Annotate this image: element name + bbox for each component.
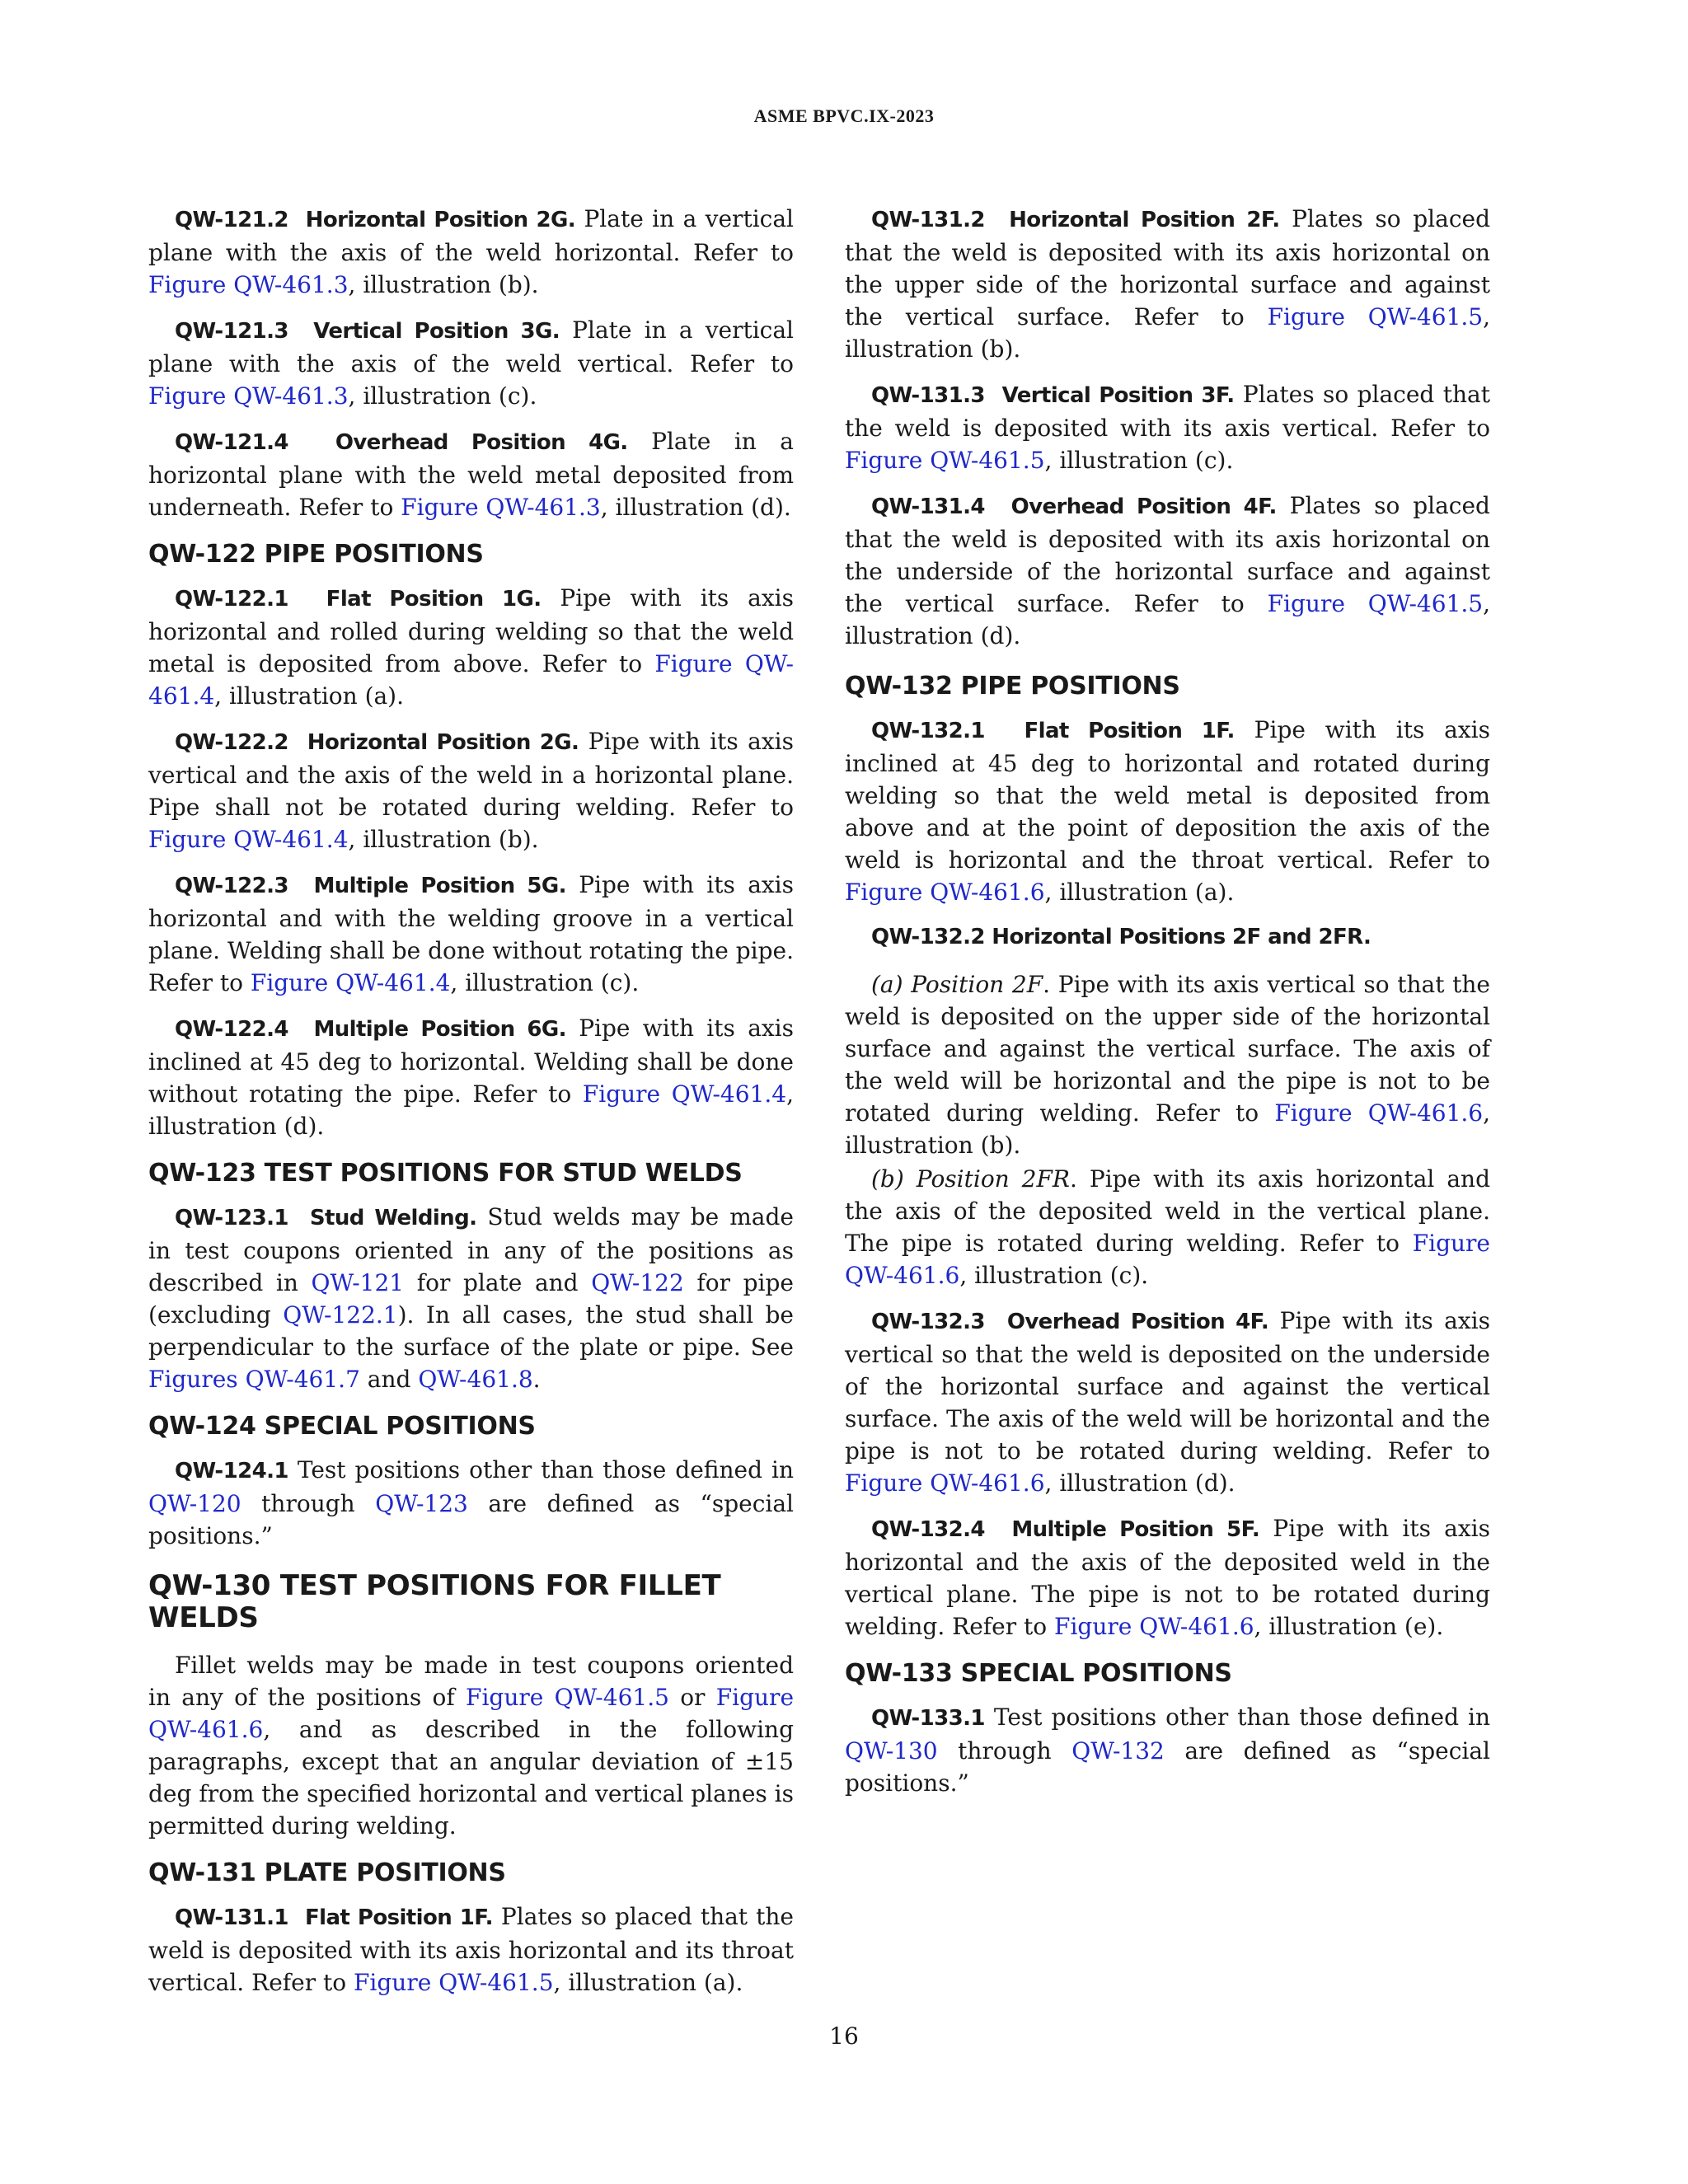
para-qw-131-2 xyxy=(845,203,1490,365)
figure-link[interactable]: Figure QW-461.3 xyxy=(148,271,349,298)
para-number: QW-122.4 xyxy=(175,1017,288,1042)
figure-link[interactable]: Figure QW-461.6 xyxy=(148,1684,795,1743)
para-number: QW-124.1 xyxy=(175,1459,288,1483)
section-heading-qw-131: QW-131 PLATE POSITIONS xyxy=(148,1858,506,1887)
para-text: , illustration (a). xyxy=(1044,879,1235,906)
para-qw-121-4 xyxy=(148,425,794,523)
para-text: are defined as “special positions.” xyxy=(845,1737,1490,1797)
item-label: (b) Position 2FR xyxy=(871,1165,1071,1193)
para-qw-123-1 xyxy=(148,1201,794,1395)
para-text: through xyxy=(241,1490,376,1517)
para-qw-132-2-b xyxy=(845,1163,1490,1291)
para-text: . Pipe with its axis vertical so that the weld is deposited on the upper side of the horizontal surface and against the vertical surface. The axis of the weld will be horizontal and the pipe is not to be rotated during welding. Refer to xyxy=(845,971,1490,1127)
para-number: QW-131.1 xyxy=(175,1905,288,1930)
figure-link[interactable]: Figure QW-461.5 xyxy=(1267,303,1484,330)
para-text: Pipe with its axis vertical and the axis of the weld in a horizontal plane. Pipe shall not be rotated during welding. Refer to xyxy=(148,728,794,821)
para-title: Horizontal Position 2F. xyxy=(1009,208,1280,232)
para-text: Plate in a horizontal plane with the weld metal deposited from underneath. Refer to xyxy=(148,428,794,521)
para-qw-133-1 xyxy=(845,1701,1490,1799)
page-number: 16 xyxy=(829,2022,859,2050)
para-qw-131-1 xyxy=(148,1900,794,1999)
figure-link[interactable]: Figure QW-461.5 xyxy=(1267,590,1484,617)
figure-link[interactable]: Figure QW-461.6 xyxy=(1274,1099,1484,1127)
para-number: QW-121.4 xyxy=(175,430,288,455)
section-heading-qw-123: QW-123 TEST POSITIONS FOR STUD WELDS xyxy=(148,1159,743,1188)
para-text: , illustration (a). xyxy=(553,1969,743,1996)
para-title: Flat Position 1F. xyxy=(305,1905,493,1930)
para-text: , illustration (c). xyxy=(450,969,640,996)
para-text: Stud welds may be made in test coupons oriented in any of the positions as described in xyxy=(148,1203,794,1296)
section-heading-qw-124: QW-124 SPECIAL POSITIONS xyxy=(148,1412,536,1441)
para-text: , illustration (d). xyxy=(148,1080,794,1140)
para-qw-132-1 xyxy=(845,714,1490,908)
para-number: QW-132.4 xyxy=(871,1517,985,1542)
para-qw-121-2 xyxy=(148,203,794,301)
figure-link[interactable]: QW-461.8 xyxy=(418,1366,533,1393)
para-number: QW-123.1 xyxy=(175,1206,288,1230)
para-number: QW-122.1 xyxy=(175,587,288,612)
section-link[interactable]: QW-121 xyxy=(311,1269,405,1296)
para-number: QW-131.4 xyxy=(871,494,985,519)
para-number: QW-132.1 xyxy=(871,719,985,743)
para-text: Pipe with its axis vertical so that the weld is deposited on the underside of the horizontal surface and against the vertical surface. The axis of the weld will be horizontal and the pipe is not to be rotated during welding. Refer to xyxy=(845,1307,1490,1465)
para-text: Plates so placed that the weld is deposited with its axis horizontal on the underside of the horizontal surface and against the vertical surface. Refer to xyxy=(845,492,1490,617)
para-number: QW-122.2 xyxy=(175,730,288,755)
para-text: Pipe with its axis horizontal and the axis of the deposited weld in the vertical plane. The pipe is not to be rotated during welding. Refer to xyxy=(845,1515,1490,1640)
para-text: , illustration (e). xyxy=(1254,1613,1444,1640)
para-title: Multiple Position 5G. xyxy=(313,874,566,898)
section-link[interactable]: QW-130 xyxy=(845,1737,938,1765)
para-text: , illustration (a). xyxy=(214,682,405,710)
figure-link[interactable]: Figure QW-461.5 xyxy=(845,447,1045,474)
section-link[interactable]: QW-132 xyxy=(1071,1737,1165,1765)
section-heading-qw-122: QW-122 PIPE POSITIONS xyxy=(148,540,484,569)
figure-link[interactable]: Figure QW-461.6 xyxy=(845,879,1045,906)
para-number: QW-121.3 xyxy=(175,319,288,344)
figure-link[interactable]: Figure QW-461.5 xyxy=(466,1684,669,1711)
para-number: QW-132.3 xyxy=(871,1310,985,1334)
para-text: Test positions other than those defined in xyxy=(288,1456,794,1483)
para-text: , illustration (b). xyxy=(845,1099,1491,1159)
section-heading-qw-130: QW-130 TEST POSITIONS FOR FILLET WELDS xyxy=(148,1569,721,1634)
para-title: Horizontal Position 2G. xyxy=(307,730,579,755)
para-text: Pipe with its axis horizontal and rolled during welding so that the weld metal is deposited from above. Refer to xyxy=(148,584,794,677)
para-text: through xyxy=(937,1737,1072,1765)
para-qw-122-4 xyxy=(148,1012,794,1142)
para-qw-124-1 xyxy=(148,1454,794,1552)
para-title: Horizontal Position 2G. xyxy=(305,208,576,232)
section-heading-qw-132: QW-132 PIPE POSITIONS xyxy=(845,672,1180,701)
para-qw-122-3 xyxy=(148,869,794,999)
para-text: and xyxy=(359,1366,419,1393)
figure-link[interactable]: Figure QW-461.6 xyxy=(845,1469,1045,1497)
para-text: or xyxy=(668,1684,716,1711)
para-number: QW-121.2 xyxy=(175,208,288,232)
para-text: . xyxy=(532,1366,541,1393)
para-text: , illustration (b). xyxy=(348,271,539,298)
para-text: Plates so placed that the weld is deposited with its axis horizontal on the upper side of the horizontal surface and against the vertical surface. Refer to xyxy=(845,205,1490,330)
para-text: , illustration (b). xyxy=(348,826,539,853)
running-header: ASME BPVC.IX-2023 xyxy=(753,105,935,126)
figure-link[interactable]: Figure QW-461.4 xyxy=(250,969,451,996)
para-title: Vertical Position 3G. xyxy=(313,319,560,344)
para-qw-122-2 xyxy=(148,725,794,855)
para-qw-131-3 xyxy=(845,378,1490,476)
para-text: , illustration (d). xyxy=(845,590,1490,649)
para-text: Pipe with its axis inclined at 45 deg to horizontal and rotated during welding so that the weld metal is deposited from above and at the point of deposition the axis of the weld is horizontal and the throat vertical. Refer to xyxy=(845,716,1490,874)
subsection-heading-qw-132-2: QW-132.2 Horizontal Positions 2F and 2FR. xyxy=(871,925,1372,949)
figure-link[interactable]: Figure QW-461.4 xyxy=(148,650,794,710)
para-qw-132-3 xyxy=(845,1305,1490,1499)
para-text: Pipe with its axis inclined at 45 deg to horizontal. Welding shall be done without rotating the pipe. Refer to xyxy=(148,1015,794,1108)
figure-link[interactable]: Figure QW-461.3 xyxy=(148,382,349,410)
para-text: Test positions other than those defined in xyxy=(984,1704,1490,1731)
para-text: ). In all cases, the stud shall be perpendicular to the surface of the plate or pipe. See xyxy=(148,1301,794,1361)
para-number: QW-133.1 xyxy=(871,1706,985,1731)
section-link[interactable]: QW-122.1 xyxy=(283,1301,398,1329)
para-text: Plates so placed that the weld is deposited with its axis vertical. Refer to xyxy=(845,381,1490,442)
para-text: , illustration (c). xyxy=(1044,447,1234,474)
para-title: Stud Welding. xyxy=(309,1206,477,1230)
section-heading-qw-133: QW-133 SPECIAL POSITIONS xyxy=(845,1659,1232,1688)
para-text: . Pipe with its axis horizontal and the axis of the deposited weld in the vertical plane. The pipe is rotated during welding. Refer to xyxy=(845,1165,1490,1257)
para-title: Flat Position 1F. xyxy=(1024,719,1235,743)
para-number: QW-122.3 xyxy=(175,874,288,898)
para-title: Vertical Position 3F. xyxy=(1001,383,1235,408)
para-text: , illustration (d). xyxy=(600,494,791,521)
para-title: Multiple Position 6G. xyxy=(313,1017,566,1042)
figure-link[interactable]: Figure QW-461.4 xyxy=(582,1080,787,1108)
para-text: Plate in a vertical plane with the axis of the weld vertical. Refer to xyxy=(148,316,794,377)
para-title: Overhead Position 4F. xyxy=(1006,1310,1269,1334)
section-link[interactable]: QW-123 xyxy=(375,1490,468,1517)
figure-link[interactable]: Figure QW-461.3 xyxy=(401,494,601,521)
figure-link[interactable]: Figure QW-461.4 xyxy=(148,826,349,853)
para-text: Pipe with its axis horizontal and with the welding groove in a vertical plane. Welding shall be done without rotating the pipe. Refer to xyxy=(148,871,794,996)
figure-link[interactable]: Figure QW-461.6 xyxy=(1054,1613,1254,1640)
para-title: Flat Position 1G. xyxy=(326,587,542,612)
figure-link[interactable]: Figure QW-461.6 xyxy=(845,1230,1490,1289)
para-qw-122-1 xyxy=(148,582,794,712)
para-qw-132-4 xyxy=(845,1512,1490,1643)
para-number: QW-131.2 xyxy=(871,208,985,232)
left-column xyxy=(148,203,794,2012)
para-text: , illustration (b). xyxy=(845,303,1490,363)
figure-link[interactable]: Figure QW-461.5 xyxy=(354,1969,554,1996)
figure-link[interactable]: Figures QW-461.7 xyxy=(148,1366,360,1393)
para-text: Fillet welds may be made in test coupons oriented in any of the positions of xyxy=(148,1652,794,1711)
section-link[interactable]: QW-122 xyxy=(591,1269,684,1296)
para-title: Overhead Position 4F. xyxy=(1010,494,1277,519)
para-text: for pipe (excluding xyxy=(148,1269,795,1329)
para-text: are defined as “special positions.” xyxy=(148,1490,794,1549)
para-qw-130-intro xyxy=(148,1649,794,1842)
para-text: , and as described in the following paragraphs, except that an angular deviation of ±15 deg from the specified horizontal and vertical planes is permitted during welding. xyxy=(148,1716,794,1840)
para-text: , illustration (d). xyxy=(1044,1469,1236,1497)
para-title: Multiple Position 5F. xyxy=(1011,1517,1260,1542)
para-qw-132-2-a xyxy=(845,968,1490,1161)
para-title: Overhead Position 4G. xyxy=(335,430,628,455)
para-qw-121-3 xyxy=(148,314,794,412)
section-link[interactable]: QW-120 xyxy=(148,1490,241,1517)
para-text: Plate in a vertical plane with the axis of the weld horizontal. Refer to xyxy=(148,205,794,266)
right-column xyxy=(845,203,1490,1812)
para-text: for plate and xyxy=(404,1269,592,1296)
para-text: , illustration (c). xyxy=(959,1262,1149,1289)
item-label: (a) Position 2F xyxy=(871,971,1043,998)
para-text: , illustration (c). xyxy=(348,382,537,410)
para-number: QW-131.3 xyxy=(871,383,985,408)
para-qw-131-4 xyxy=(845,490,1490,652)
para-text: Plates so placed that the weld is deposited with its axis horizontal and its throat vertical. Refer to xyxy=(148,1903,794,1996)
